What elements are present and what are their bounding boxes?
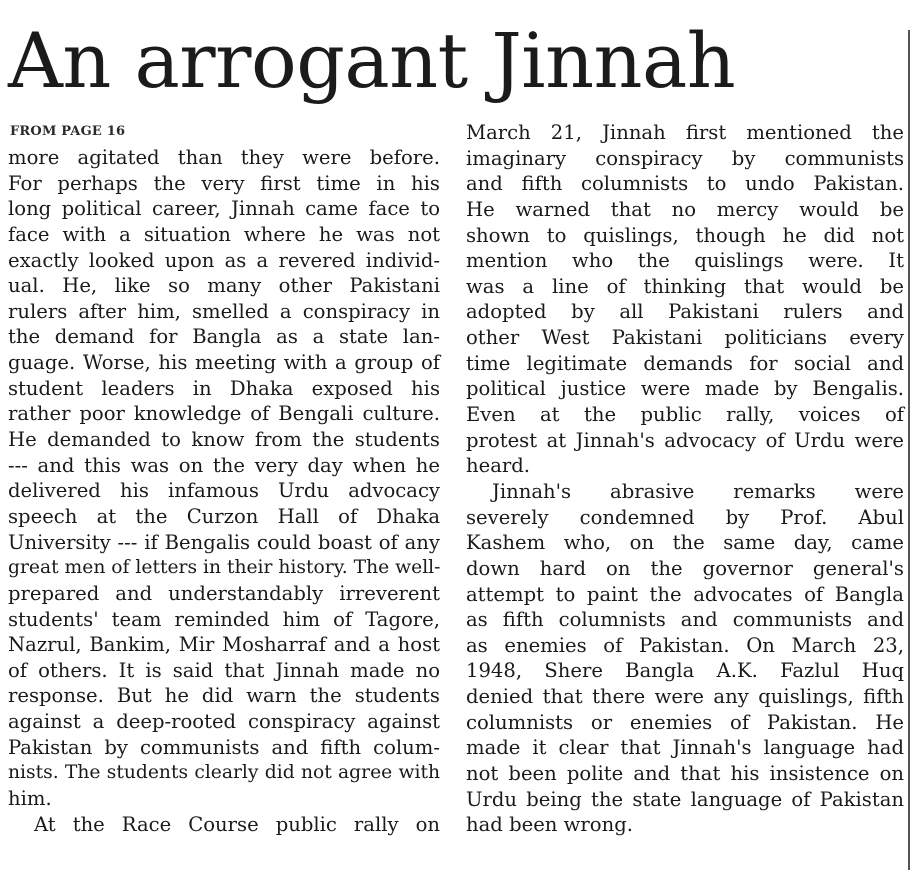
text-line: him. (8, 787, 52, 811)
text-line: adopted by all Pakistani rulers and (466, 300, 904, 324)
text-line: exactly looked upon as a revered individ- (8, 248, 440, 272)
text-line: imaginary conspiracy by communists (466, 146, 904, 170)
text-line: severely condemned by Prof. Abul (466, 505, 904, 529)
text-line: delivered his infamous Urdu advocacy (8, 479, 440, 503)
text-line: Urdu being the state language of Pakistan (466, 787, 904, 811)
text-line: other West Pakistani politicians every (466, 326, 904, 350)
text-line: University --- if Bengalis could boast of any (8, 530, 440, 554)
text-line: He warned that no mercy would be (466, 197, 904, 221)
text-line: time legitimate demands for social and (466, 351, 904, 375)
text-line: the demand for Bangla as a state lan- (8, 325, 440, 349)
text-line: great men of letters in their history. The well- (8, 557, 441, 579)
text-line: as fifth columnists and communists and (466, 608, 904, 632)
text-line: and fifth columnists to undo Pakistan. (466, 172, 904, 196)
text-line: heard. (466, 454, 531, 478)
text-line: He demanded to know from the students (8, 428, 440, 452)
text-line: not been polite and that his insistence on (466, 762, 904, 786)
text-line: made it clear that Jinnah's language had (466, 736, 904, 760)
text-line: Even at the public rally, voices of (466, 403, 904, 427)
jump-label: FROM PAGE 16 (10, 124, 126, 139)
text-line: ual. He, like so many other Pakistani (8, 274, 440, 298)
text-line: denied that there were any quislings, fifth (466, 685, 904, 709)
text-line: shown to quislings, though he did not (466, 223, 904, 247)
text-line: --- and this was on the very day when he (8, 453, 440, 477)
text-line: 1948, Shere Bangla A.K. Fazlul Huq (466, 659, 904, 683)
text-line: as enemies of Pakistan. On March 23, (466, 633, 904, 657)
text-line: protest at Jinnah's advocacy of Urdu were (466, 428, 904, 452)
text-line: response. But he did warn the students (8, 684, 440, 708)
text-line: student leaders in Dhaka exposed his (8, 376, 440, 400)
text-line: speech at the Curzon Hall of Dhaka (8, 504, 440, 528)
text-line: Jinnah's abrasive remarks were (492, 479, 904, 503)
text-line: At the Race Course public rally on (34, 812, 440, 836)
text-line: guage. Worse, his meeting with a group of (8, 351, 440, 375)
text-line: For perhaps the very first time in his (8, 171, 440, 195)
article-headline: An arrogant Jinnah (8, 16, 736, 105)
text-line: rulers after him, smelled a conspiracy in (8, 299, 440, 323)
text-line: Kashem who, on the same day, came (466, 531, 904, 555)
text-line: was a line of thinking that would be (466, 274, 904, 298)
text-line: rather poor knowledge of Bengali culture. (8, 402, 440, 426)
text-line: mention who the quislings were. It (466, 249, 904, 273)
text-line: more agitated than they were before. (8, 146, 440, 169)
text-line: down hard on the governor general's (466, 556, 904, 580)
text-line: Nazrul, Bankim, Mir Mosharraf and a host (8, 633, 440, 657)
text-column-left (8, 145, 440, 837)
text-line: face with a situation where he was not (8, 222, 440, 246)
column-rule (908, 30, 910, 870)
text-column-right (466, 120, 904, 838)
text-line: Pakistan by communists and fifth colum- (8, 735, 440, 759)
text-line: students' team reminded him of Tagore, (8, 607, 440, 631)
text-line: political justice were made by Bengalis. (466, 377, 904, 401)
text-line: March 21, Jinnah first mentioned the (466, 121, 904, 144)
text-line: prepared and understandably irreverent (8, 581, 440, 605)
text-line: attempt to paint the advocates of Bangla (466, 582, 904, 606)
text-line: of others. It is said that Jinnah made no (8, 658, 440, 682)
text-line: nists. The students clearly did not agree with (8, 762, 440, 784)
text-line: columnists or enemies of Pakistan. He (466, 710, 904, 734)
text-line: against a deep-rooted conspiracy against (8, 710, 440, 734)
text-line: long political career, Jinnah came face to (8, 197, 440, 221)
text-line: had been wrong. (466, 813, 633, 837)
